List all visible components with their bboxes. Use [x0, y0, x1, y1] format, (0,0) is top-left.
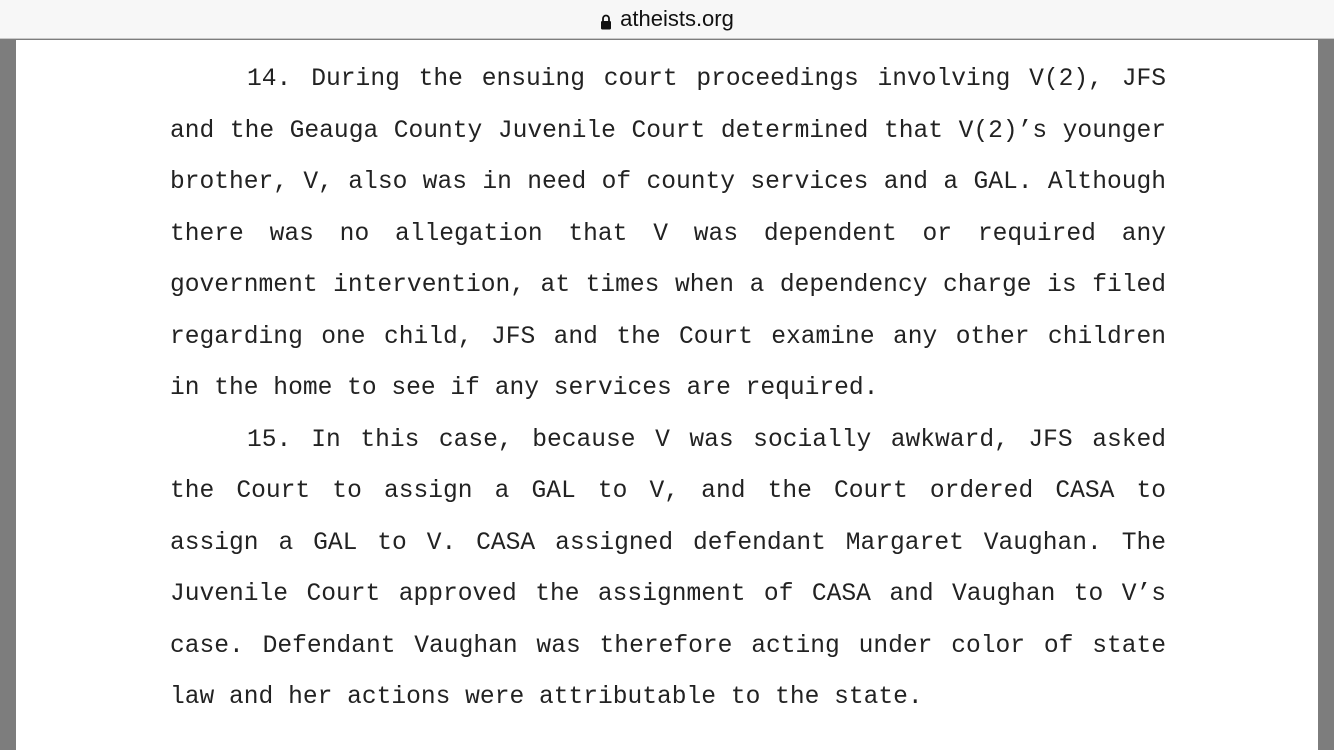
url-display[interactable] — [600, 6, 734, 32]
address-bar[interactable] — [0, 0, 1334, 39]
lock-icon — [600, 10, 612, 26]
paragraph-14 — [170, 54, 1166, 415]
paragraph-text: In this case, because V was socially awkward, JFS asked the Court to assign a GAL to V, and the Court ordered CASA to assign a GAL to V. CASA assigned defendant Margaret Vaughan. The Juvenile Court approved the assignment of CASA and Vaughan to V’s case. Defendant Vaughan was therefore acting under color of state law and her actions were attributable to the state. — [170, 426, 1166, 711]
document-body — [170, 54, 1166, 724]
url-text: atheists.org — [620, 6, 734, 31]
paragraph-number: 15. — [247, 426, 292, 454]
paragraph-15 — [170, 415, 1166, 724]
document-page — [16, 40, 1318, 750]
paragraph-text: During the ensuing court proceedings involving V(2), JFS and the Geauga County Juvenile Court determined that V(2)’s younger brother, V, also was in need of county services and a GAL. Although there was no allegation that V was dependent or required any government intervention, at times when a dependency charge is filed regarding one child, JFS and the Court examine any other children in the home to see if any services are required. — [170, 66, 1166, 402]
paragraph-number: 14. — [247, 66, 292, 93]
